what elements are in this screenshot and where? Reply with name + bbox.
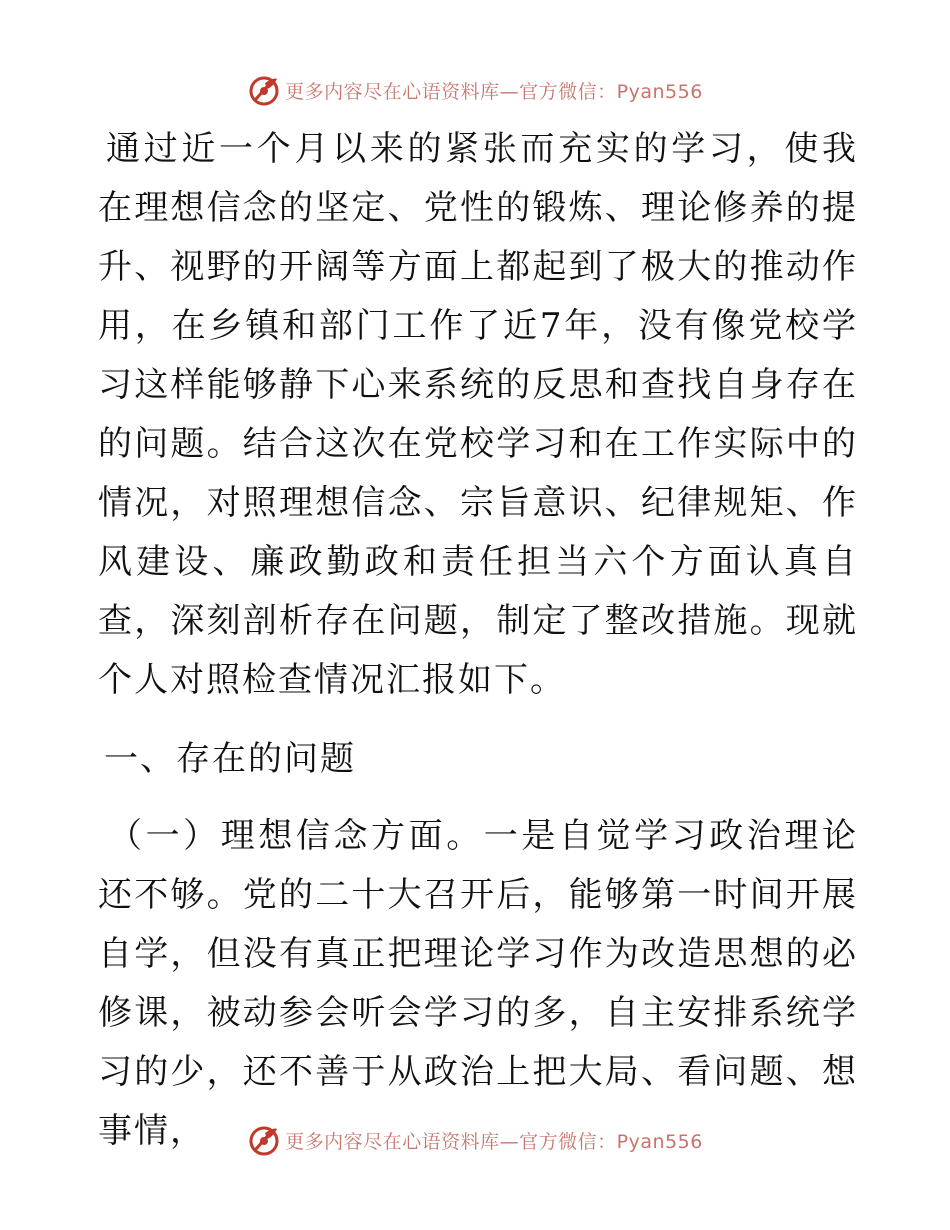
watermark-banner-top bbox=[0, 70, 950, 110]
watermark-text: 更多内容尽在心语资料库—官方微信：Pyan556 bbox=[285, 80, 703, 103]
intro-paragraph: 通过近一个月以来的紧张而充实的学习，使我在理想信念的坚定、党性的锻炼、理论修养的提升、视野的开阔等方面上都起到了极大的推动作用，在乡镇和部门工作了近7年，没有像党校学习这样能够静下心来系统的反思和查找自身存在的问题。结合这次在党校学习和在工作实际中的情况，对照理想信念、宗旨意识、纪律规矩、作风建设、廉政勤政和责任担当六个方面认真自查，深刻剖析存在问题，制定了整改措施。现就个人对照检查情况汇报如下。 bbox=[98, 129, 858, 700]
section-paragraph: （一）理想信念方面。一是自觉学习政治理论还不够。党的二十大召开后，能够第一时间开展自学，但没有真正把理论学习作为改造思想的必修课，被动参会听会学习的多，自主安排系统学习的少，还不善于从政治上把大局、看问题、想事情， bbox=[98, 816, 858, 1151]
document-body bbox=[98, 120, 858, 1161]
section-heading: 一、存在的问题 bbox=[104, 739, 356, 779]
watermark-banner-bottom bbox=[0, 1120, 950, 1160]
feather-pen-circle-icon bbox=[247, 73, 281, 107]
feather-pen-circle-icon bbox=[247, 1123, 281, 1157]
watermark-text: 更多内容尽在心语资料库—官方微信：Pyan556 bbox=[285, 1130, 703, 1153]
